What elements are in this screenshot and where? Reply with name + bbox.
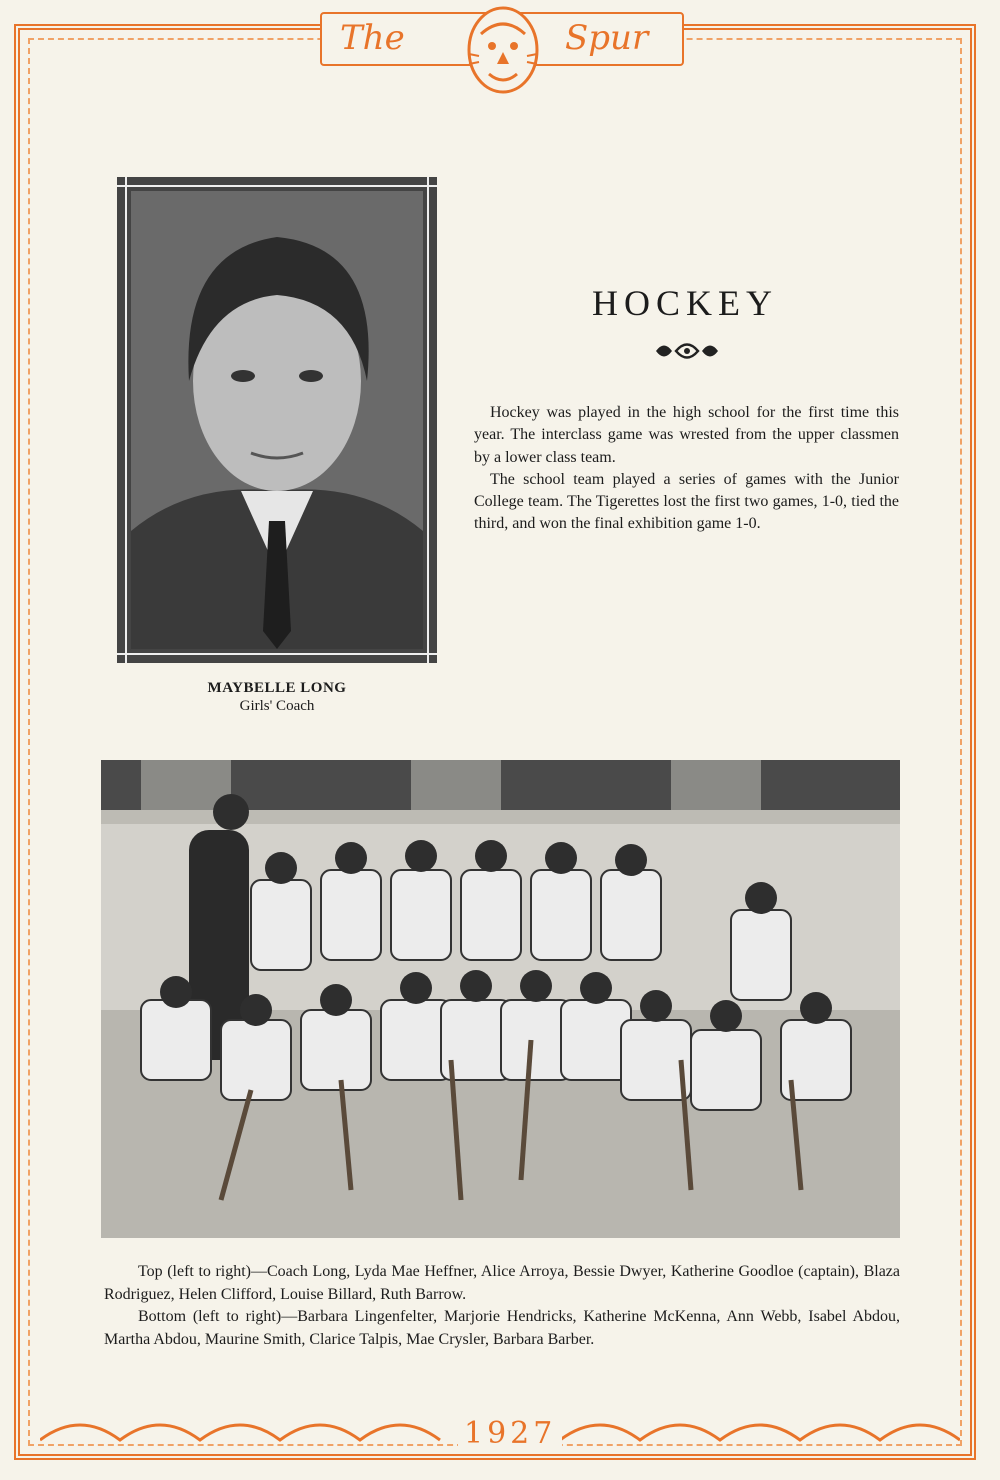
article-paragraph: Hockey was played in the high school for the first time this year. The interclass game was wrested from the upper classmen by a lower class team.: [474, 404, 899, 466]
portrait-photo: [131, 191, 423, 649]
section-title: HOCKEY: [592, 283, 778, 323]
photo-caption: [104, 1261, 900, 1351]
fleuron-ornament-icon: [652, 338, 722, 364]
coach-portrait: [117, 177, 437, 663]
caption-bottom-row: Bottom (left to right)—Barbara Lingenfelter, Marjorie Hendricks, Katherine McKenna, Ann Webb, Isabel Abdou, Martha Abdou, Maurine Smith, Clarice Talpis, Mae Crysler, Barbara Barber.: [104, 1308, 900, 1348]
tiger-head-icon: [465, 4, 541, 100]
team-photo: [101, 760, 900, 1238]
coach-role: Girls' Coach: [239, 698, 315, 714]
header-title-right: Spur: [565, 18, 649, 58]
article-paragraph: The school team played a series of games with the Junior College team. The Tigerettes lost the first two games, 1-0, tied the third, and won the final exhibition game 1-0.: [474, 470, 899, 533]
footer-year: 1927: [458, 1416, 562, 1451]
coach-name: MAYBELLE LONG: [207, 680, 347, 696]
article-body: [474, 402, 899, 536]
caption-top-row: Top (left to right)—Coach Long, Lyda Mae Heffner, Alice Arroya, Bessie Dwyer, Katherine Goodloe (captain), Blaza Rodriguez, Helen Clifford, Louise Billard, Ruth Barrow.: [104, 1263, 900, 1303]
team-photo-image: [101, 760, 900, 1238]
header-title-left: The: [340, 18, 405, 58]
